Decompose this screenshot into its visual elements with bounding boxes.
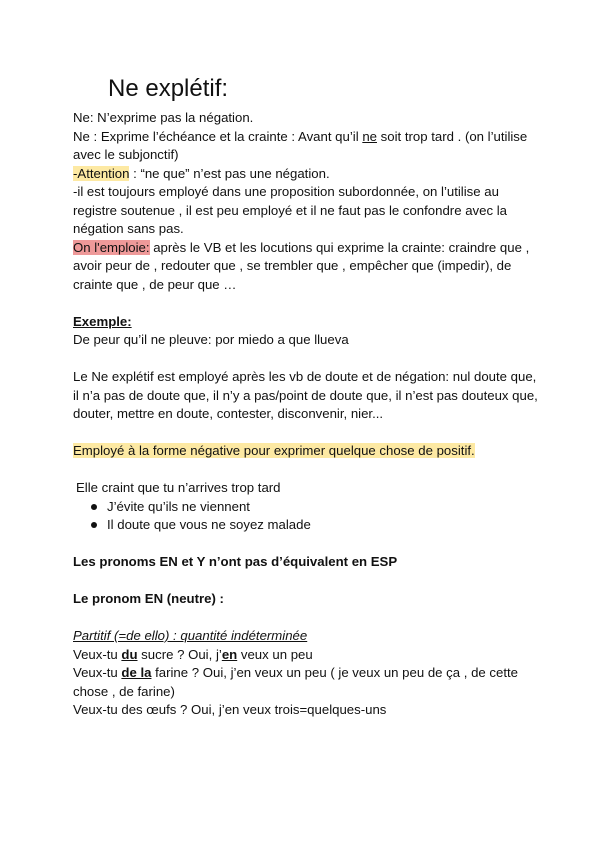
- pronoms-heading-text: Les pronoms EN et Y n’ont pas d’équivalent en ESP: [73, 554, 398, 569]
- partitif-heading: [73, 627, 543, 646]
- definition-line: [73, 128, 543, 165]
- text-span: veux un peu: [237, 646, 313, 662]
- partitif-heading-text: Partitif (=de ello) : quantité indéterminée: [73, 628, 308, 643]
- attention-highlight: -Attention: [73, 165, 130, 181]
- text-span: Ne : Exprime l’échéance et la crainte : Avant qu’il: [73, 128, 363, 144]
- en-heading: [73, 590, 543, 609]
- text-span: : “ne que” n’est pas une négation.: [129, 165, 330, 181]
- example-line-2: [73, 664, 543, 701]
- list-item: J’évite qu’ils ne viennent: [107, 498, 543, 517]
- emphasis-de-la: de la: [121, 665, 152, 680]
- craint-line: Elle craint que tu n’arrives trop tard: [76, 480, 281, 495]
- highlight-sentence-line: [73, 442, 543, 461]
- document-body: [73, 109, 543, 720]
- emphasis-en: en: [221, 646, 238, 662]
- text-span: farine ? Oui, j’en veux un peu ( je veux un peu de ça , de cette chose , de farine): [73, 665, 519, 699]
- underlined-ne: ne: [362, 128, 377, 144]
- definition-line: Ne: N’exprime pas la négation.: [73, 110, 254, 125]
- bullet-list: [73, 498, 543, 535]
- exemple-heading: [73, 313, 543, 332]
- highlight-sentence: Employé à la forme négative pour exprimer quelque chose de positif.: [73, 443, 475, 458]
- exemple-text: De peur qu’il ne pleuve: por miedo a que llueva: [73, 332, 349, 347]
- emphasis-du: du: [121, 646, 138, 662]
- attention-line: [73, 165, 543, 184]
- text-span: sucre ? Oui, j’: [137, 646, 222, 662]
- list-item: Il doute que vous ne soyez malade: [107, 516, 543, 535]
- page-title: Ne explétif:: [108, 75, 229, 102]
- exemple-heading-text: Exemple:: [73, 313, 132, 329]
- text-span: soit trop tard . (on l’utilise avec le subjonctif): [73, 128, 528, 162]
- text-span: après le VB et les locutions qui exprime la crainte: craindre que , avoir peur de , redouter que , se trembler que , empêcher que (impedir), de crainte que , de peur que …: [73, 239, 530, 292]
- example-line-1: [73, 646, 543, 665]
- pronoms-heading: [73, 553, 543, 572]
- doute-paragraph: Le Ne explétif est employé après les vb de doute et de négation: nul doute que, il n’a pas de doute que, il n’y a pas/point de doute que, il n’est pas douteux que, douter, mettre en doute, contester, disconvenir, nier...: [73, 369, 538, 421]
- emploie-line: [73, 239, 543, 295]
- text-span: Veux-tu: [73, 646, 122, 662]
- example-line-3: Veux-tu des œufs ? Oui, j’en veux trois=quelques-uns: [73, 702, 387, 717]
- usage-note: -il est toujours employé dans une proposition subordonnée, on l’utilise au registre soutenue , il est peu employé et il ne faut pas le confondre avec la négation sans pas.: [73, 184, 507, 236]
- en-heading-text: Le pronom EN (neutre) :: [73, 591, 224, 606]
- emploie-highlight: On l'emploie:: [73, 239, 150, 255]
- text-span: Veux-tu: [73, 665, 122, 680]
